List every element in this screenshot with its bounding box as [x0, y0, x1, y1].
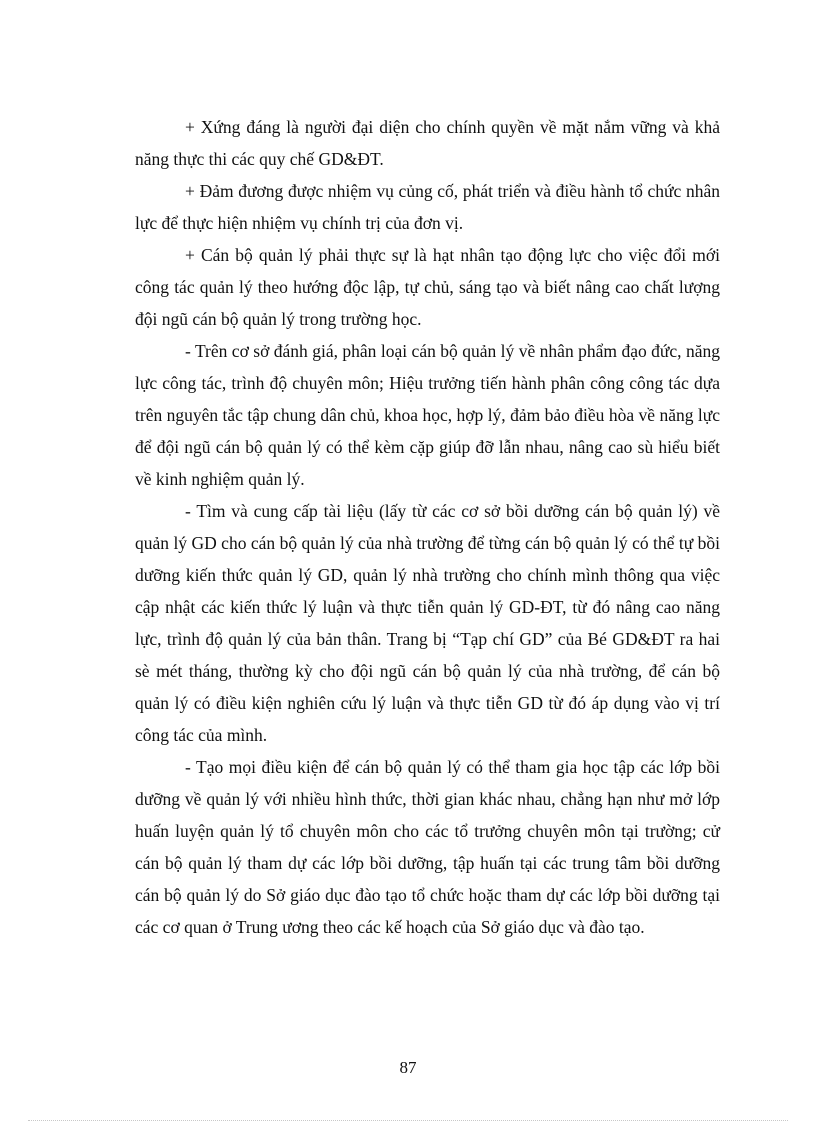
paragraph-4: - Trên cơ sở đánh giá, phân loại cán bộ quản lý về nhân phẩm đạo đức, năng lực công tác, trình độ chuyên môn; Hiệu trưởng tiến hành phân công công tác dựa trên nguyên tắc tập chung dân chủ, khoa học, hợp lý, đảm bảo điều hòa về năng lực để đội ngũ cán bộ quản lý có thể kèm cặp giúp đỡ lẫn nhau, nâng cao sù hiểu biết về kinh nghiệm quản lý.: [135, 341, 720, 489]
body-text: [135, 111, 720, 943]
paragraph-5: - Tìm và cung cấp tài liệu (lấy từ các cơ sở bồi dưỡng cán bộ quản lý) về quản lý GD cho cán bộ quản lý của nhà trường để từng cán bộ quản lý có thể tự bồi dưỡng kiến thức quản lý GD, quản lý nhà trường cho chính mình thông qua việc cập nhật các kiến thức lý luận và thực tiễn quản lý GD-ĐT, từ đó nâng cao năng lực, trình độ quản lý của bản thân. Trang bị “Tạp chí GD” của Bé GD&ĐT ra hai sè mét tháng, thường kỳ cho đội ngũ cán bộ quản lý của nhà trường, để cán bộ quản lý có điều kiện nghiên cứu lý luận và thực tiễn GD từ đó áp dụng vào vị trí công tác của mình.: [135, 501, 720, 745]
footer-dotted-rule: [28, 1120, 788, 1121]
paragraph-3: + Cán bộ quản lý phải thực sự là hạt nhân tạo động lực cho việc đổi mới công tác quản lý theo hướng độc lập, tự chủ, sáng tạo và biết nâng cao chất lượng đội ngũ cán bộ quản lý trong trường học.: [135, 245, 720, 329]
page-number: 87: [399, 1058, 417, 1077]
paragraph-1: + Xứng đáng là người đại diện cho chính quyền về mặt nắm vững và khả năng thực thi các quy chế GD&ĐT.: [135, 117, 720, 169]
paragraph-2: + Đảm đương được nhiệm vụ củng cố, phát triển và điều hành tổ chức nhân lực để thực hiện nhiệm vụ chính trị của đơn vị.: [135, 181, 720, 233]
paragraph-6: - Tạo mọi điều kiện để cán bộ quản lý có thể tham gia học tập các lớp bồi dưỡng về quản lý với nhiều hình thức, thời gian khác nhau, chẳng hạn như mở lớp huấn luyện quản lý tổ chuyên môn cho các tổ trưởng chuyên môn tại trường; cử cán bộ quản lý tham dự các lớp bồi dưỡng, tập huấn tại các trung tâm bồi dưỡng cán bộ quản lý do Sở giáo dục đào tạo tổ chức hoặc tham dự các lớp bồi dưỡng tại các cơ quan ở Trung ương theo các kế hoạch của Sở giáo dục và đào tạo.: [135, 757, 720, 937]
